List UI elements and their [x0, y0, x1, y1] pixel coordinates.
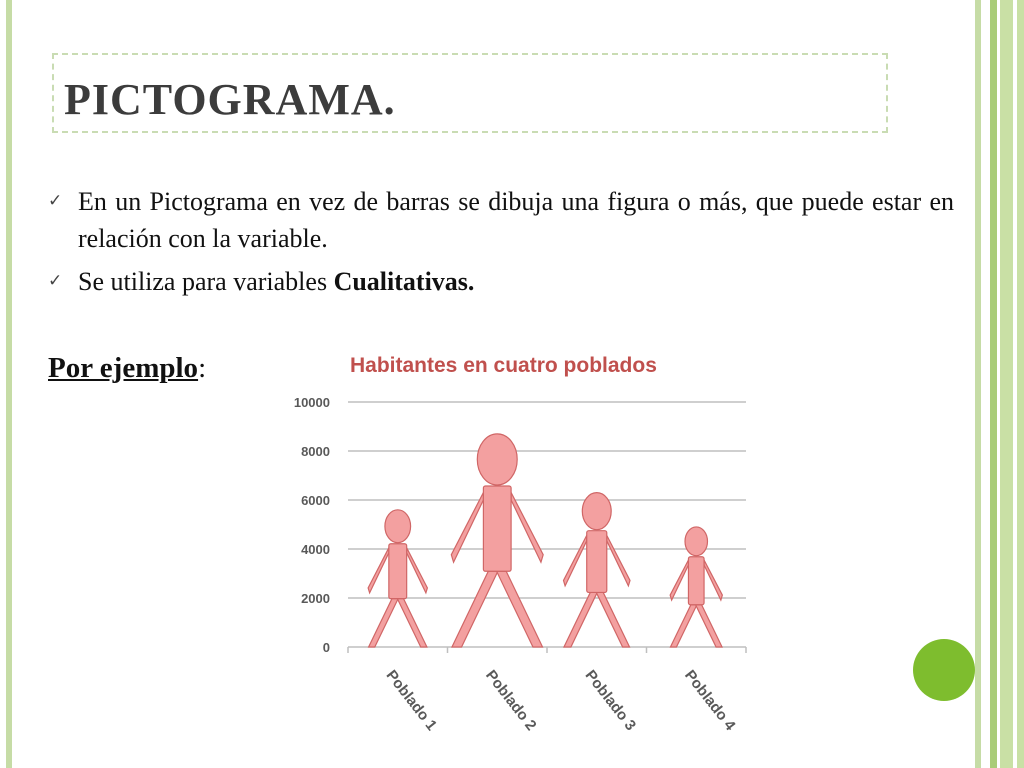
bullet-text: En un Pictograma en vez de barras se dibuja una figura o más, que puede estar en relación con la variable. — [78, 187, 954, 253]
person-figure — [563, 493, 630, 647]
slide-title: PICTOGRAMA. — [64, 75, 396, 124]
figure-arm — [563, 535, 586, 585]
right-border-stripe — [990, 0, 997, 768]
left-border — [6, 0, 12, 768]
bullet-emphasis: Cualitativas. — [333, 267, 475, 296]
x-tick-label: Poblado 4 — [681, 666, 739, 734]
figure-body — [483, 486, 511, 571]
y-tick-label: 8000 — [301, 444, 330, 459]
figure-head — [582, 493, 611, 530]
figure-leg — [696, 605, 722, 647]
bullet-text: Se utiliza para variables — [78, 267, 334, 296]
checkmark-icon: ✓ — [48, 191, 63, 211]
x-tick-label: Poblado 1 — [382, 666, 441, 734]
figure-leg — [497, 571, 543, 647]
y-tick-label: 4000 — [301, 542, 330, 557]
bullet-item — [48, 183, 954, 257]
figure-arm — [451, 493, 483, 563]
x-tick-label: Poblado 2 — [482, 666, 540, 734]
right-border-stripe — [975, 0, 981, 768]
figure-leg — [564, 592, 597, 647]
decorative-green-dot — [913, 639, 975, 701]
x-tick-label: Poblado 3 — [581, 666, 640, 734]
figure-arm — [368, 548, 389, 593]
example-heading — [48, 352, 206, 385]
figure-arm — [607, 535, 630, 585]
y-tick-label: 10000 — [293, 395, 330, 410]
figure-head — [385, 510, 411, 543]
example-label: Por ejemplo — [48, 352, 199, 384]
figure-body — [587, 531, 607, 593]
figure-leg — [596, 592, 629, 647]
bullet-list — [48, 183, 954, 300]
right-border-stripe — [1000, 0, 1024, 768]
y-axis-ticks — [294, 395, 330, 655]
chart-figures — [368, 434, 722, 647]
figure-head — [685, 527, 707, 556]
figure-arm — [511, 493, 543, 563]
pictogram-chart — [270, 340, 760, 740]
figure-arm — [704, 560, 722, 600]
figure-leg — [670, 605, 696, 647]
person-figure — [368, 510, 427, 647]
checkmark-icon: ✓ — [48, 271, 63, 291]
bullet-item — [48, 263, 954, 300]
y-tick-label: 6000 — [301, 493, 330, 508]
figure-body — [389, 544, 407, 599]
example-colon: : — [198, 352, 207, 384]
figure-leg — [369, 599, 399, 647]
y-tick-label: 0 — [322, 640, 330, 655]
chart-title: Habitantes en cuatro poblados — [350, 354, 657, 377]
figure-head — [477, 434, 517, 485]
figure-leg — [452, 571, 498, 647]
figure-arm — [670, 560, 688, 600]
person-figure — [451, 434, 543, 647]
person-figure — [670, 527, 722, 647]
y-tick-label: 2000 — [301, 591, 330, 606]
x-axis-ticks — [383, 667, 739, 734]
figure-body — [688, 557, 704, 605]
right-border-gap — [1013, 0, 1017, 768]
figure-arm — [407, 548, 428, 593]
figure-leg — [397, 599, 427, 647]
